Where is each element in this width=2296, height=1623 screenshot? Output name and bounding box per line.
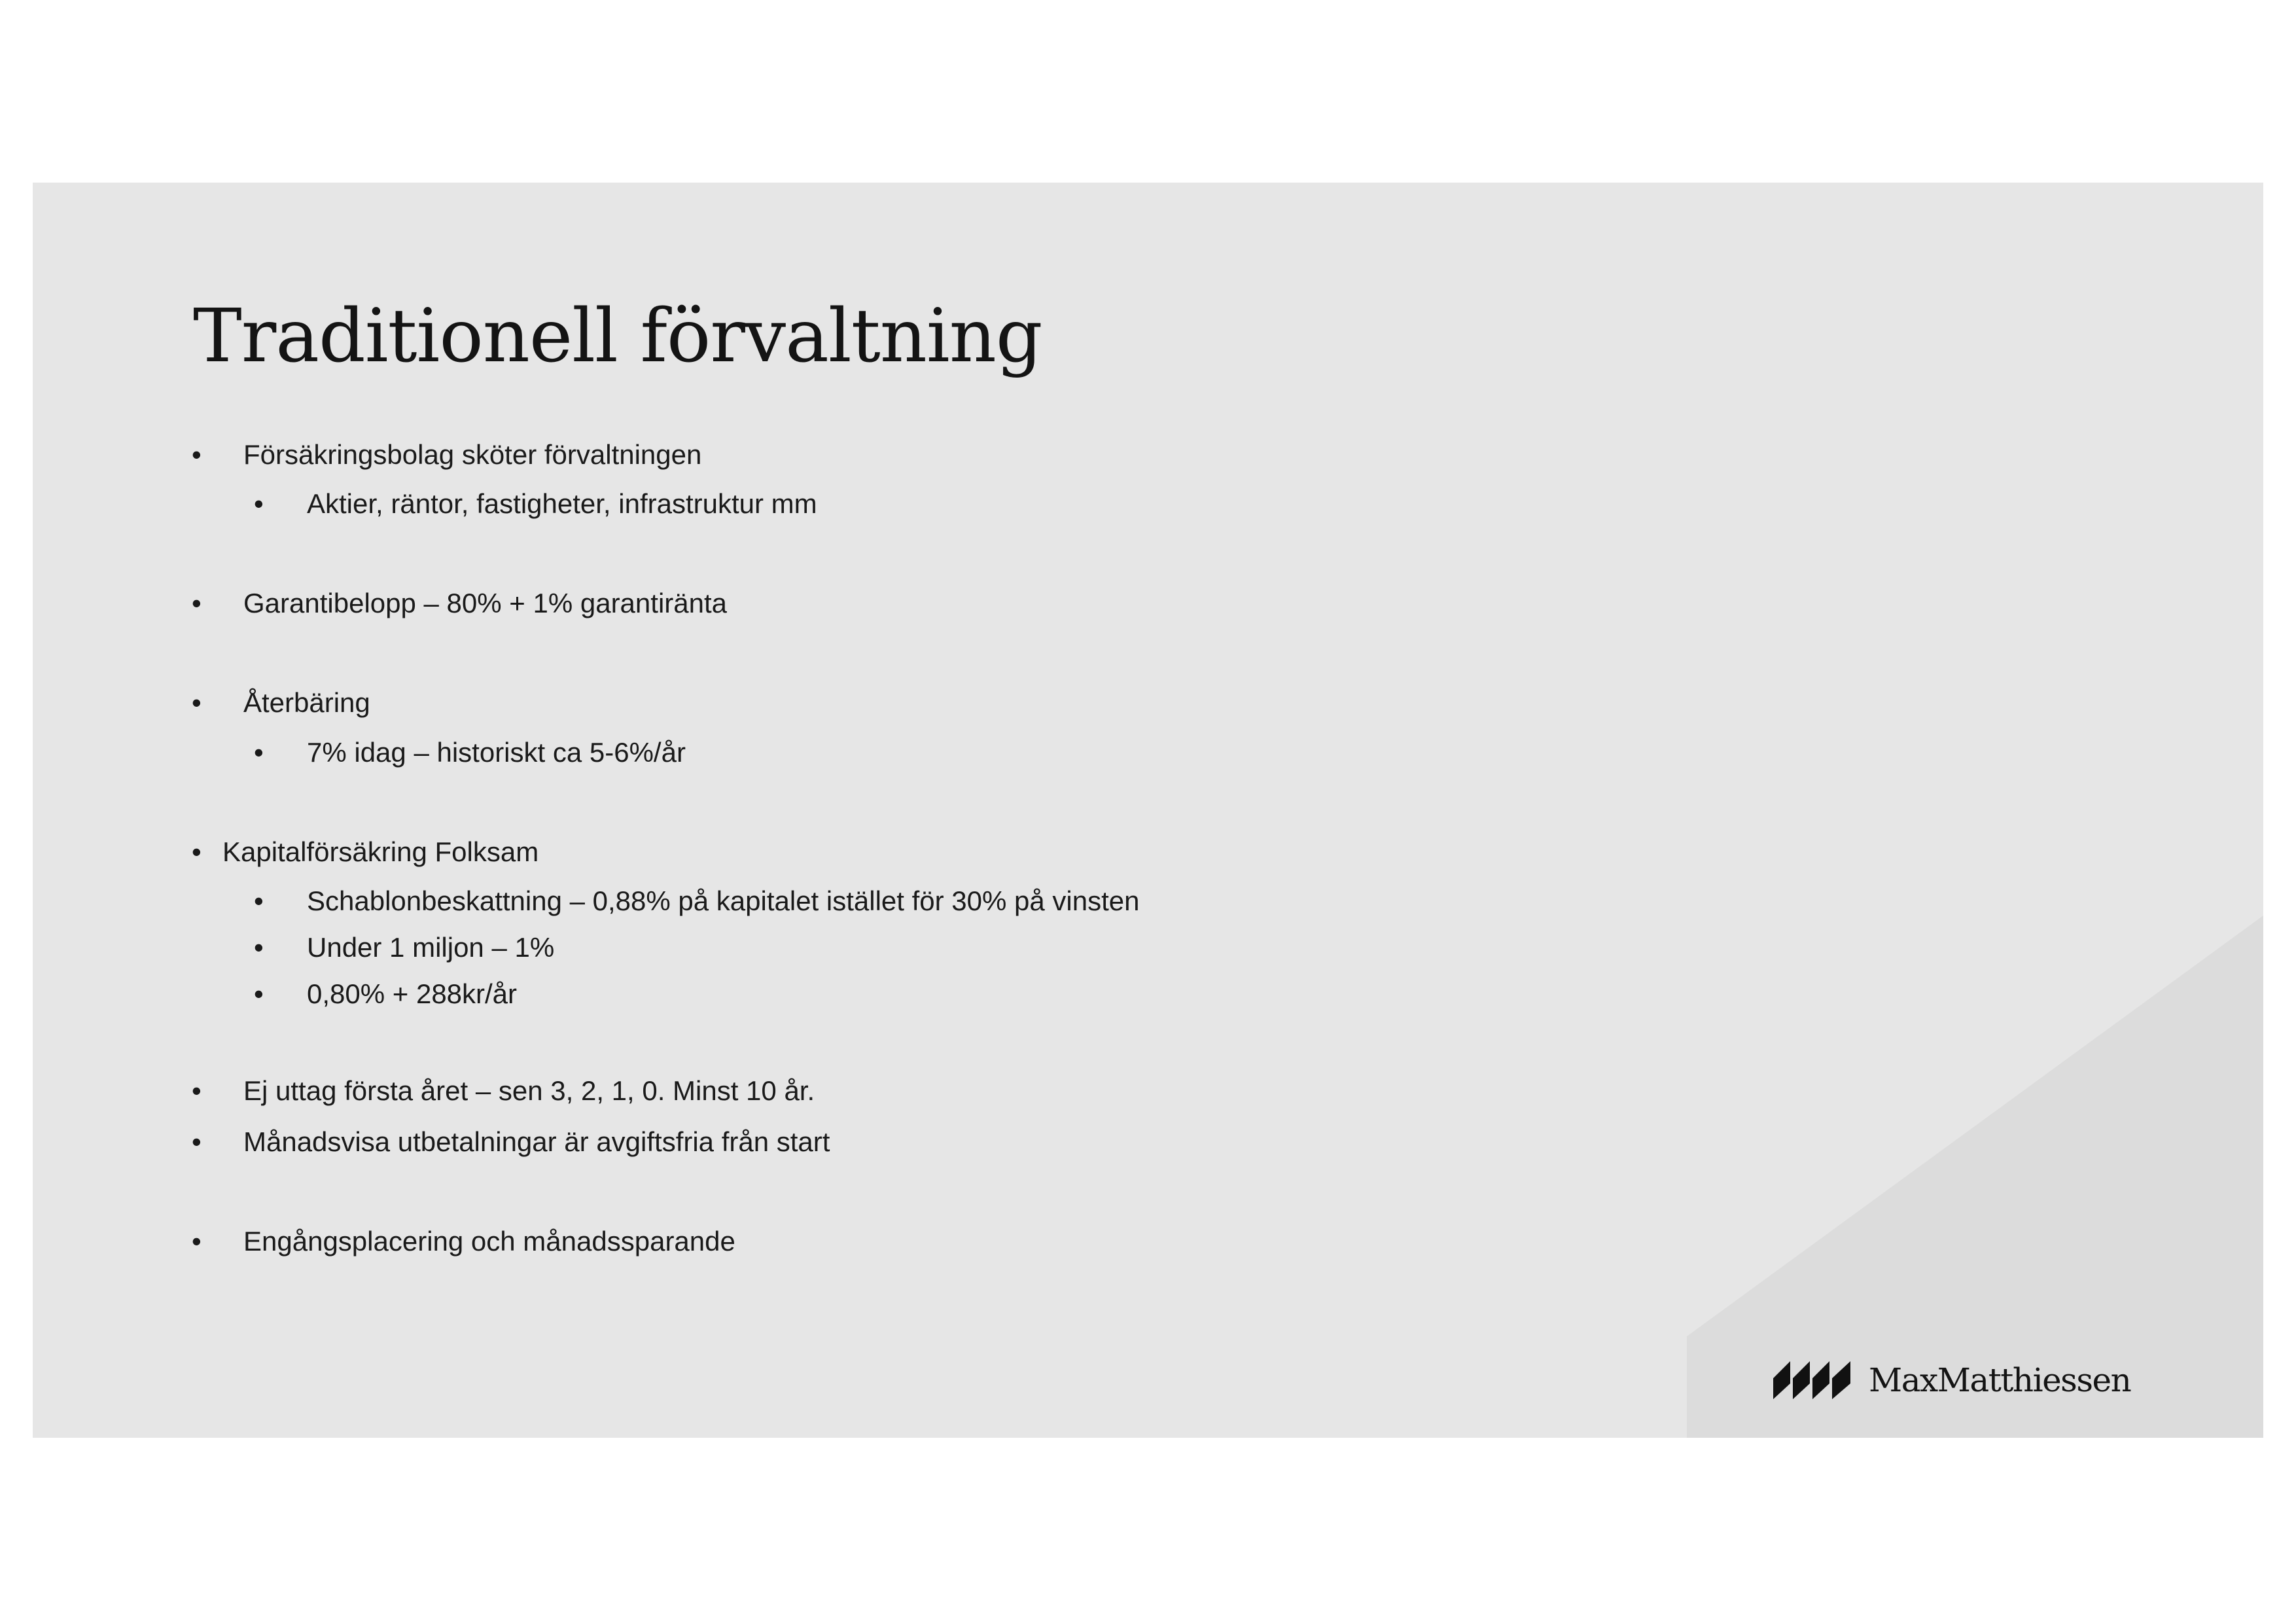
bullet-text: 7% idag – historiskt ca 5-6%/år [307,737,686,768]
slide-title: Traditionell förvaltning [193,294,1042,379]
bullet-text: 0,80% + 288kr/år [307,978,518,1009]
bullet-dot: • [254,737,264,768]
bullet-dot: • [192,687,202,718]
logo-wordmark: MaxMatthiessen [1869,1361,2131,1399]
slide [33,183,2263,1438]
bullet-list [33,183,2263,1438]
bullet-dot: • [254,488,264,519]
bullet-text: Engångsplacering och månadssparande [243,1226,735,1257]
bullet-dot: • [254,885,264,916]
bullet-dot: • [192,439,202,470]
bullet-dot: • [254,978,264,1009]
bullet-text: Under 1 miljon – 1% [307,932,555,963]
company-logo [1773,1357,2130,1403]
max-matthiessen-logo-mark-icon [1773,1361,1850,1399]
bullet-text: Ej uttag första året – sen 3, 2, 1, 0. Minst 10 år. [243,1075,815,1106]
bullet-text: Försäkringsbolag sköter förvaltningen [243,439,702,470]
bullet-text: Återbäring [243,687,370,718]
bullet-text: Garantibelopp – 80% + 1% garantiränta [243,588,727,618]
bullet-dot: • [192,1226,202,1257]
bullet-text: Schablonbeskattning – 0,88% på kapitalet istället för 30% på vinsten [307,885,1140,916]
bullet-text: Kapitalförsäkring Folksam [222,836,539,867]
bullet-dot: • [192,836,202,867]
bullet-dot: • [254,932,264,963]
bullet-dot: • [192,1126,202,1157]
bullet-text: Månadsvisa utbetalningar är avgiftsfria från start [243,1126,830,1157]
bullet-dot: • [192,1075,202,1106]
bullet-dot: • [192,588,202,618]
bullet-text: Aktier, räntor, fastigheter, infrastruktur mm [307,488,817,519]
